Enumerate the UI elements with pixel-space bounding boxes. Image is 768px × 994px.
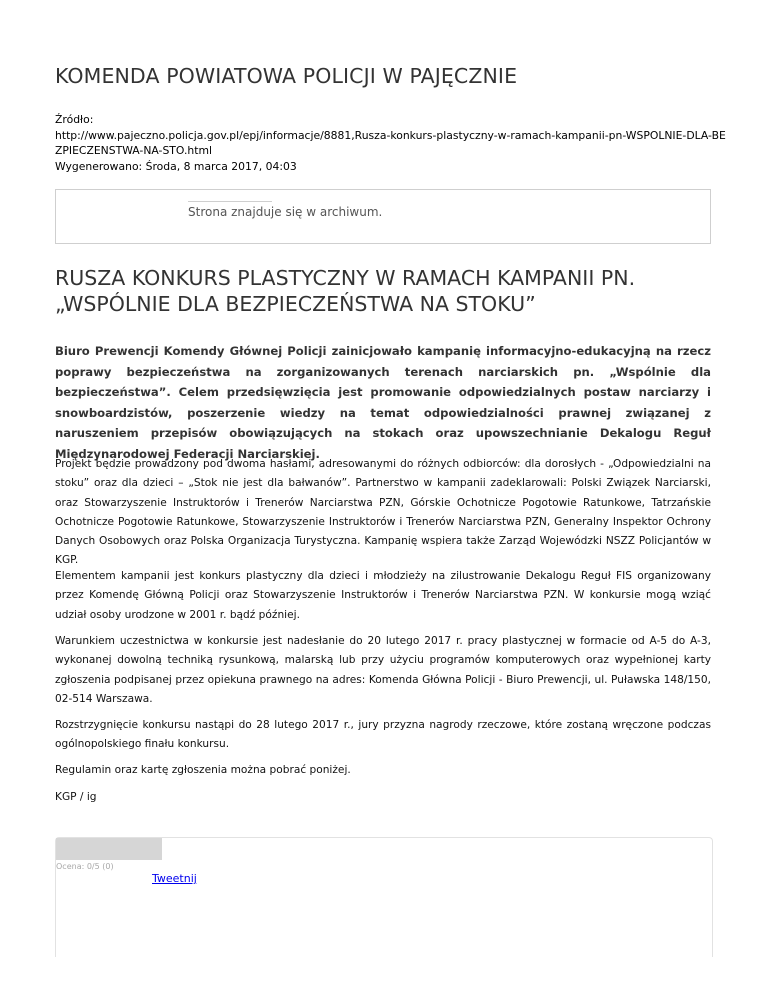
article-paragraph-1: Projekt będzie prowadzony pod dwoma hasłami, adresowanymi do różnych odbiorców: dla dorosłych - „Odpowiedzialni na stoku” oraz dla dzieci – „Stok nie jest dla bałwanów”. Partnerstwo w kampanii zadeklarowali: Polski Związek Narciarski, oraz Stowarzyszenie Instruktorów i Trenerów Narciarstwa PZN, Górskie Ochotnicze Pogotowie Ratunkowe, Tatrzańskie Ochotnicze Pogotowie Ratunkowe, Stowarzyszenie Instruktorów i Trenerów Narciarstwa PZN, Generalny Inspektor Ochrony Danych Osobowych oraz Polska Organizacja Turystyczna. Kampanię wspiera także Zarząd Wojewódzki NSZZ Policjantów w KGP. <box>55 458 711 567</box>
source-url-line-2: ZPIECZENSTWA-NA-STO.html <box>55 144 212 158</box>
archive-divider <box>188 201 272 202</box>
article-title <box>55 265 725 317</box>
article-paragraph-4: Rozstrzygnięcie konkursu nastąpi do 28 lutego 2017 r., jury przyzna nagrody rzeczowe, które zostaną wręczone podczas ogólnopolskiego finału konkursu. <box>55 719 711 751</box>
generated-date: Wygenerowano: Środa, 8 marca 2017, 04:03 <box>55 159 297 173</box>
article-paragraph-2: Elementem kampanii jest konkurs plastyczny dla dzieci i młodzieży na zilustrowanie Dekalogu Reguł FIS organizowany przez Komendę Główną Policji oraz Stowarzyszenie Instruktorów i Trenerów Narciarstwa PZN. W konkursie mogą wziąć udział osoby urodzone w 2001 r. bądź później. <box>55 570 711 621</box>
archive-notice-text: Strona znajduje się w archiwum. <box>188 205 383 219</box>
article-signature: KGP / ig <box>55 791 97 803</box>
source-label: Źródło: <box>55 113 94 126</box>
rating-label: Ocena: 0/5 (0) <box>56 862 114 871</box>
article-lead: Biuro Prewencji Komendy Głównej Policji zainicjowało kampanię informacyjno-edukacyjną na rzecz poprawy bezpieczeństwa na zorganizowanych terenach narciarskich pn. „Wspólnie dla bezpieczeństwa”. Celem przedsięwzięcia jest promowanie odpowiedzialnych postaw narciarzy i snowboardzistów, poszerzenie wiedzy na temat odpowiedzialności prawnej związanej z naruszeniem przepisów obowiązujących na stokach oraz upowszechnianie Dekalogu Reguł Międzynarodowej Federacji Narciarskiej. <box>55 344 711 461</box>
article-title-line-1: RUSZA KONKURS PLASTYCZNY W RAMACH KAMPANII PN. <box>55 266 636 290</box>
rating-share-widget <box>55 837 713 957</box>
source-url-line-1: http://www.pajeczno.policja.gov.pl/epj/informacje/8881,Rusza-konkurs-plastyczny-w-ramach-kampanii-pn-WSPOLNIE-DLA-BE <box>55 128 726 142</box>
article-paragraph-5: Regulamin oraz kartę zgłoszenia można pobrać poniżej. <box>55 764 351 776</box>
site-title: KOMENDA POWIATOWA POLICJI W PAJĘCZNIE <box>55 64 518 88</box>
tweet-link[interactable]: Tweetnij <box>152 872 197 885</box>
rating-bar[interactable] <box>56 838 162 860</box>
article-paragraph-3: Warunkiem uczestnictwa w konkursie jest nadesłanie do 20 lutego 2017 r. pracy plastycznej w formacie od A-5 do A-3, wykonanej dowolną techniką rysunkową, malarską lub przy użyciu programów komputerowych oraz wypełnionej karty zgłoszenia podpisanej przez opiekuna prawnego na adres: Komenda Główna Policji - Biuro Prewencji, ul. Puławska 148/150, 02-514 Warszawa. <box>55 635 711 705</box>
archive-notice-box <box>55 189 711 244</box>
source-block <box>55 112 725 174</box>
article-title-line-2: „WSPÓLNIE DLA BEZPIECZEŃSTWA NA STOKU” <box>55 292 536 316</box>
